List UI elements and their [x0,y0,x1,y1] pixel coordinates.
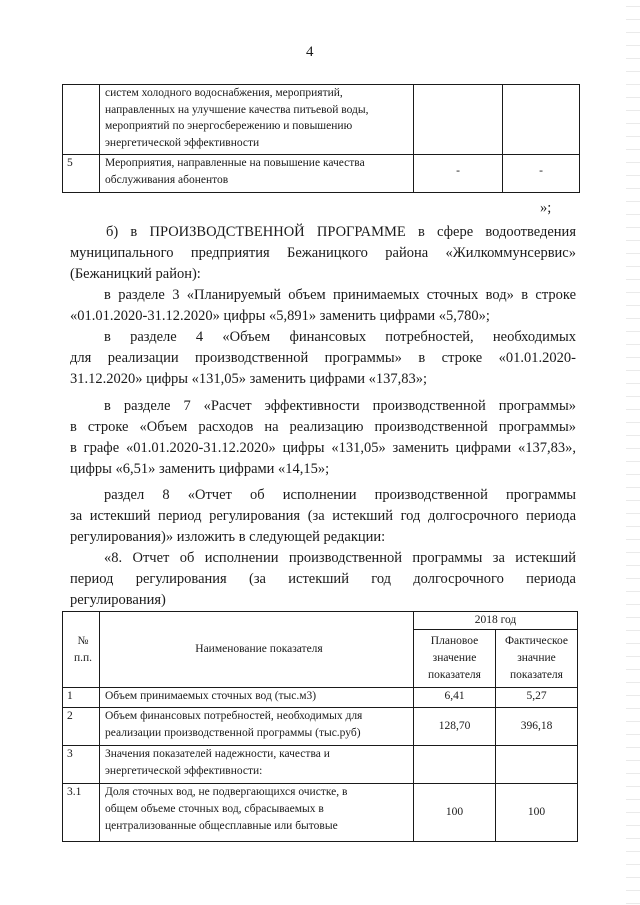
paragraph-section-7 [70,396,576,480]
row-number: 2 [63,708,100,746]
row-fact: 5,27 [496,688,578,708]
table-row [63,155,580,193]
text-line: муниципального предприятия Бежаницкого района «Жилкоммунсервис» [70,245,576,261]
row-text [100,85,414,155]
row-number: 3 [63,746,100,784]
row-text-line: обслуживания абонентов [105,173,229,186]
paragraph-section-4 [70,327,576,390]
header-name: Наименование показателя [100,612,414,688]
paragraph-b [70,222,576,285]
table-row [63,708,578,746]
table-row [63,688,578,708]
text-line: 31.12.2020» цифры «131,05» заменить цифрами «137,83»; [70,371,428,387]
text-line: в разделе 4 «Объем финансовых потребностей, необходимых [104,329,576,345]
row-number: 3.1 [63,784,100,842]
header-num [63,612,100,688]
text-line: «8. Отчет об исполнении производственной программы за истекший [104,550,576,566]
row-plan: 100 [414,784,496,842]
text-line: б) в ПРОИЗВОДСТВЕННОЙ ПРОГРАММЕ в сфере водоотведения [106,224,576,240]
row-fact: 100 [496,784,578,842]
row-text-line: централизованные общесплавные или бытовые [105,820,338,832]
row-text [100,746,414,784]
text-line: период регулирования (за истекший год долгосрочного периода [70,571,576,587]
row-fact: 396,18 [496,708,578,746]
row-text-line: реализации производственной программы (тыс.руб) [105,727,361,739]
header-text: показателя [428,669,481,681]
row-fact [496,746,578,784]
row-value-2 [503,155,580,193]
row-text-line: Доля сточных вод, не подвергающихся очистке, в [105,786,348,798]
row-text [100,784,414,842]
row-number: 5 [63,155,100,193]
table-row [63,85,580,155]
row-plan: 6,41 [414,688,496,708]
text-line: цифры «6,51» заменить цифрами «14,15»; [70,461,330,477]
dash-value: - [539,165,543,177]
row-plan: 128,70 [414,708,496,746]
header-fact [496,630,578,688]
header-text: Плановое [430,635,479,647]
row-text [100,708,414,746]
paragraph-section-3 [70,285,576,327]
dash-value: - [456,165,460,177]
row-plan [414,746,496,784]
header-text: значние [517,652,556,664]
header-plan [414,630,496,688]
scan-edge-artifact [626,0,640,905]
text-line: в разделе 7 «Расчет эффективности производственной программы» [104,398,576,414]
paragraph-quote-8 [70,548,576,611]
page-number: 4 [306,44,314,60]
row-text-line: систем холодного водоснабжения, мероприятий, [105,87,343,99]
header-text: показателя [510,669,563,681]
header-text: значение [432,652,477,664]
header-text: п.п. [73,651,93,664]
text-line: раздел 8 «Отчет об исполнении производственной программы [104,487,576,503]
paragraph-section-8 [70,485,576,548]
row-number: 1 [63,688,100,708]
row-text: Объем принимаемых сточных вод (тыс.м3) [100,688,414,708]
row-value-1 [414,155,503,193]
header-text: № [77,634,89,647]
text-line: регулирования)» изложить в следующей редакции: [70,529,386,545]
table-header-row [63,612,578,630]
row-value-1 [414,85,503,155]
top-table [62,84,580,193]
row-text [100,155,414,193]
text-line: в разделе 3 «Планируемый объем принимаемых сточных вод» в строке [104,287,576,303]
row-text-line: направленных на улучшение качества питьевой воды, [105,103,369,116]
header-year: 2018 год [414,612,578,630]
table-row [63,784,578,842]
report-table [62,611,578,842]
text-line: в графе «01.01.2020-31.12.2020» цифры «131,05» заменить цифрами «137,83», [70,440,576,456]
row-text-line: общем объеме сточных вод, сбрасываемых в [105,803,324,815]
text-line: в строке «Объем расходов на реализацию производственной программы» [70,419,576,435]
text-line: регулирования) [70,592,166,608]
text-line: «01.01.2020-31.12.2020» цифры «5,891» заменить цифрами «5,780»; [70,308,490,324]
header-text: Фактическое [504,635,569,647]
quote-end: »; [540,200,552,216]
table-row [63,746,578,784]
row-text-line: энергетической эффективности: [105,765,263,777]
row-text-line: энергетической эффективности [105,136,260,149]
row-value-2 [503,85,580,155]
text-line: за истекший период регулирования (за истекший год долгосрочного периода [70,508,576,524]
row-text-line: Объем финансовых потребностей, необходимых для [105,710,363,722]
row-text-line: Мероприятия, направленные на повышение качества [105,157,365,169]
row-number [63,85,100,155]
row-text-line: Значения показателей надежности, качества и [105,748,330,760]
text-line: (Бежаницкий район): [70,266,201,282]
row-text-line: мероприятий по энергосбережению и повышению [105,120,353,132]
text-line: для реализации производственной программы» в строке «01.01.2020- [70,350,576,366]
